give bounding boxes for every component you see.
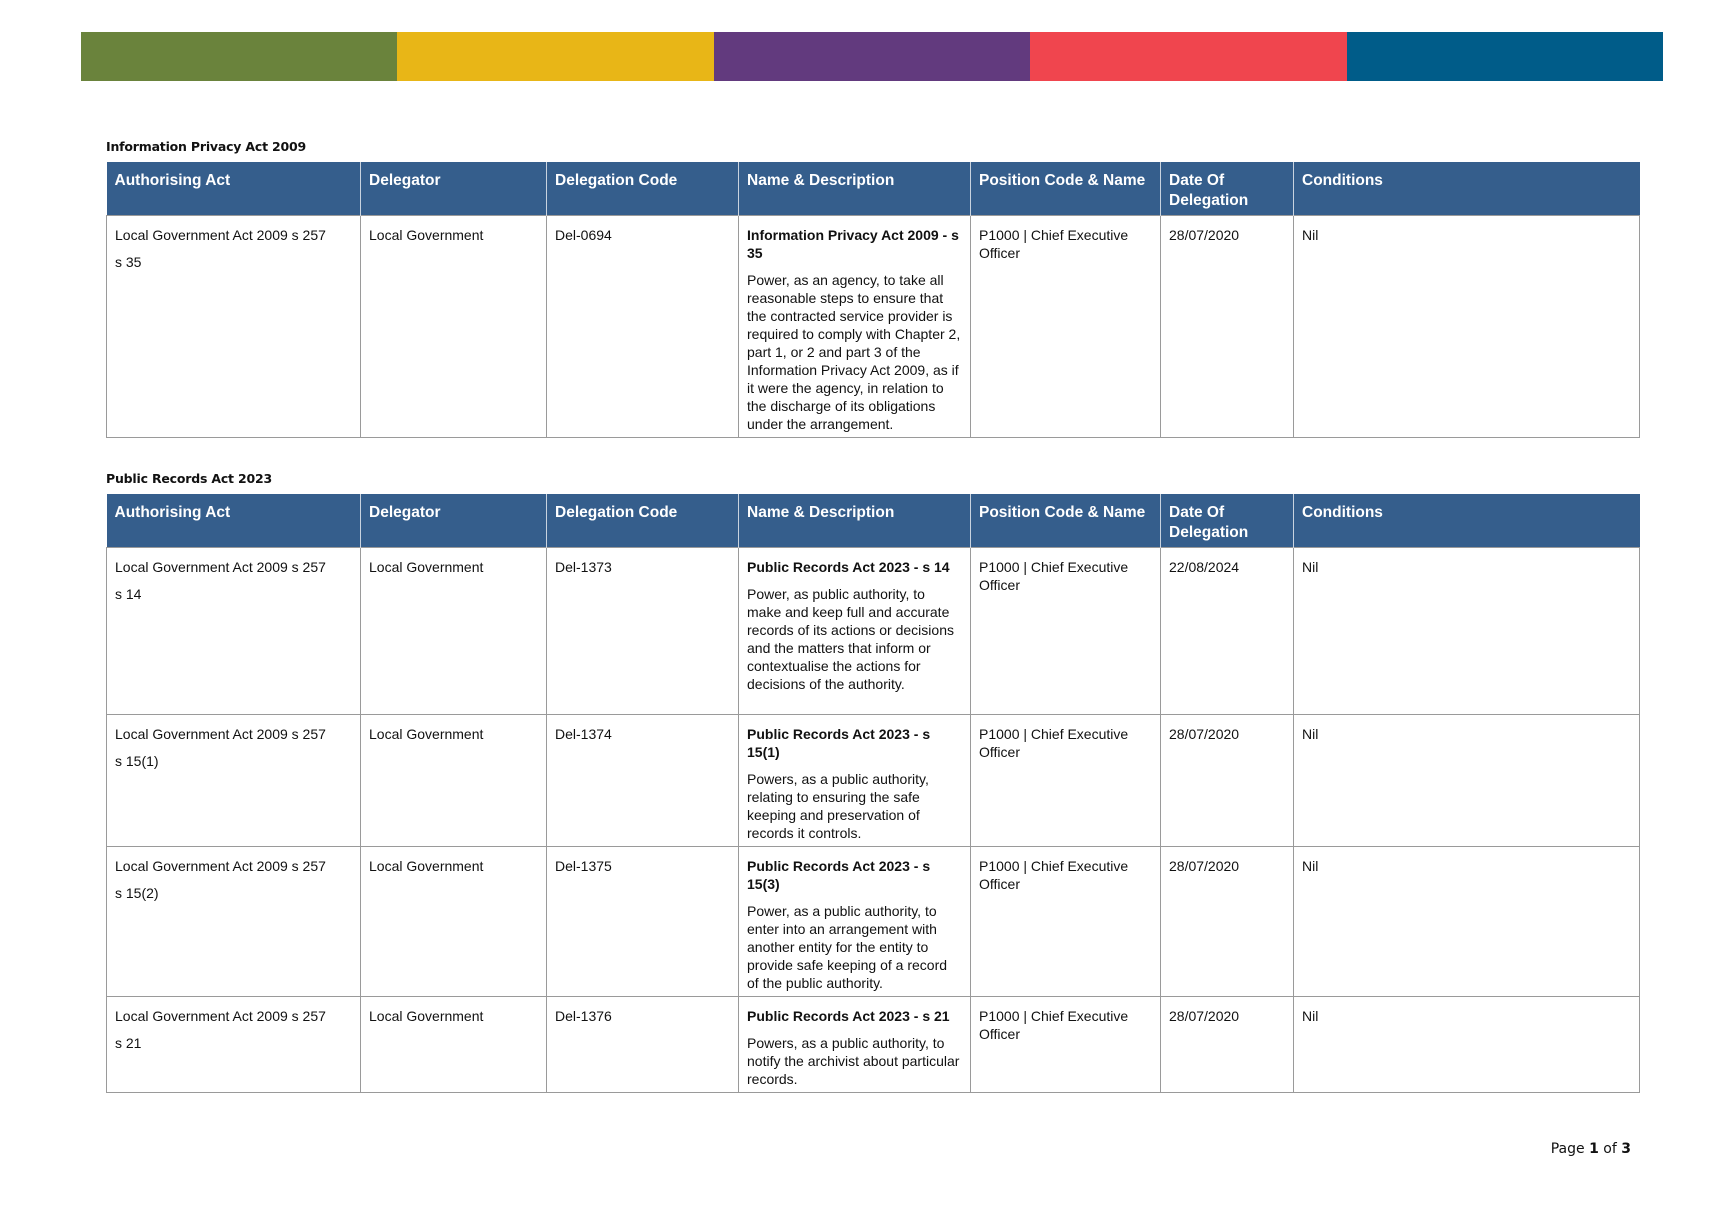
color-block-blue [1347,32,1663,81]
delegation-name: Public Records Act 2023 - s 15(3) [747,858,931,892]
col-header-conditions: Conditions [1294,162,1640,216]
act-reference: Local Government Act 2009 s 257 [115,227,326,243]
col-header-authorising-act: Authorising Act [107,162,361,216]
delegation-description: Power, as public authority, to make and keep full and accurate records of its actions or decisions and the matters that inform or contextualise the actions for decisions of the authority. [747,586,954,692]
col-header-delegation-code: Delegation Code [547,162,739,216]
section-title-public-records: Public Records Act 2023 [106,471,272,486]
act-section: s 21 [115,1035,142,1051]
cell-conditions: Nil [1294,847,1640,997]
act-reference: Local Government Act 2009 s 257 [115,726,326,742]
color-block-yellow [397,32,713,81]
col-header-name-description: Name & Description [739,162,971,216]
cell-date: 28/07/2020 [1161,216,1294,438]
cell-delegator: Local Government [361,216,547,438]
cell-conditions: Nil [1294,715,1640,847]
act-section: s 15(1) [115,753,159,769]
cell-conditions: Nil [1294,997,1640,1093]
cell-position: P1000 | Chief Executive Officer [971,715,1161,847]
col-header-conditions: Conditions [1294,494,1640,548]
cell-position: P1000 | Chief Executive Officer [971,216,1161,438]
color-block-red [1030,32,1346,81]
table-header-row [107,162,1640,216]
act-reference: Local Government Act 2009 s 257 [115,1008,326,1024]
cell-delegation-code: Del-1375 [547,847,739,997]
delegation-description: Power, as a public authority, to enter into an arrangement with another entity for the entity to provide safe keeping of a record of the public authority. [747,903,948,991]
table-row [107,847,1640,997]
cell-delegation-code: Del-1374 [547,715,739,847]
act-reference: Local Government Act 2009 s 257 [115,858,326,874]
cell-date: 28/07/2020 [1161,997,1294,1093]
cell-delegator: Local Government [361,715,547,847]
cell-date: 28/07/2020 [1161,715,1294,847]
col-header-delegator: Delegator [361,494,547,548]
col-header-date: Date Of Delegation [1161,494,1294,548]
table-row [107,997,1640,1093]
cell-delegation-code: Del-1376 [547,997,739,1093]
act-section: s 35 [115,254,142,270]
act-section: s 15(2) [115,885,159,901]
cell-delegation-code: Del-0694 [547,216,739,438]
table-row [107,216,1640,438]
col-header-delegation-code: Delegation Code [547,494,739,548]
of-word: of [1603,1141,1617,1157]
cell-name-description [739,548,971,715]
header-color-bar [81,32,1663,81]
cell-position: P1000 | Chief Executive Officer [971,997,1161,1093]
section-title-information-privacy: Information Privacy Act 2009 [106,139,307,154]
cell-name-description [739,715,971,847]
cell-authorising-act [107,715,361,847]
color-block-purple [714,32,1030,81]
act-reference: Local Government Act 2009 s 257 [115,559,326,575]
color-block-green [81,32,397,81]
delegation-description: Power, as an agency, to take all reasonable steps to ensure that the contracted service provider is required to comply with Chapter 2, part 1, or 2 and part 3 of the Information Privacy Act 2009, as if it were the agency, in relation to the discharge of its obligations under the arrangement. [747,272,961,432]
delegation-name: Public Records Act 2023 - s 15(1) [747,726,931,760]
col-header-delegator: Delegator [361,162,547,216]
cell-authorising-act [107,216,361,438]
cell-authorising-act [107,997,361,1093]
delegation-table-information-privacy [106,162,1640,438]
cell-name-description [739,847,971,997]
cell-authorising-act [107,548,361,715]
delegation-description: Powers, as a public authority, to notify the archivist about particular records. [747,1035,960,1087]
page-number [1551,1141,1631,1157]
delegation-table-public-records [106,494,1640,1093]
col-header-date: Date Of Delegation [1161,162,1294,216]
cell-date: 28/07/2020 [1161,847,1294,997]
page-word: Page [1550,1141,1585,1157]
cell-position: P1000 | Chief Executive Officer [971,847,1161,997]
cell-delegator: Local Government [361,997,547,1093]
delegation-description: Powers, as a public authority, relating to ensuring the safe keeping and preservation of records it controls. [747,771,929,841]
table-row [107,715,1640,847]
col-header-position: Position Code & Name [971,494,1161,548]
cell-authorising-act [107,847,361,997]
col-header-name-description: Name & Description [739,494,971,548]
col-header-position: Position Code & Name [971,162,1161,216]
cell-delegator: Local Government [361,847,547,997]
total-pages: 3 [1621,1141,1631,1157]
cell-name-description [739,997,971,1093]
cell-name-description [739,216,971,438]
cell-delegation-code: Del-1373 [547,548,739,715]
cell-date: 22/08/2024 [1161,548,1294,715]
table-header-row [107,494,1640,548]
act-section: s 14 [115,586,142,602]
cell-position: P1000 | Chief Executive Officer [971,548,1161,715]
delegation-name: Public Records Act 2023 - s 21 [747,1008,950,1024]
cell-conditions: Nil [1294,548,1640,715]
col-header-authorising-act: Authorising Act [107,494,361,548]
table-row [107,548,1640,715]
cell-conditions: Nil [1294,216,1640,438]
delegation-name: Information Privacy Act 2009 - s 35 [747,227,959,261]
cell-delegator: Local Government [361,548,547,715]
delegation-name: Public Records Act 2023 - s 14 [747,559,950,575]
current-page: 1 [1589,1141,1599,1157]
